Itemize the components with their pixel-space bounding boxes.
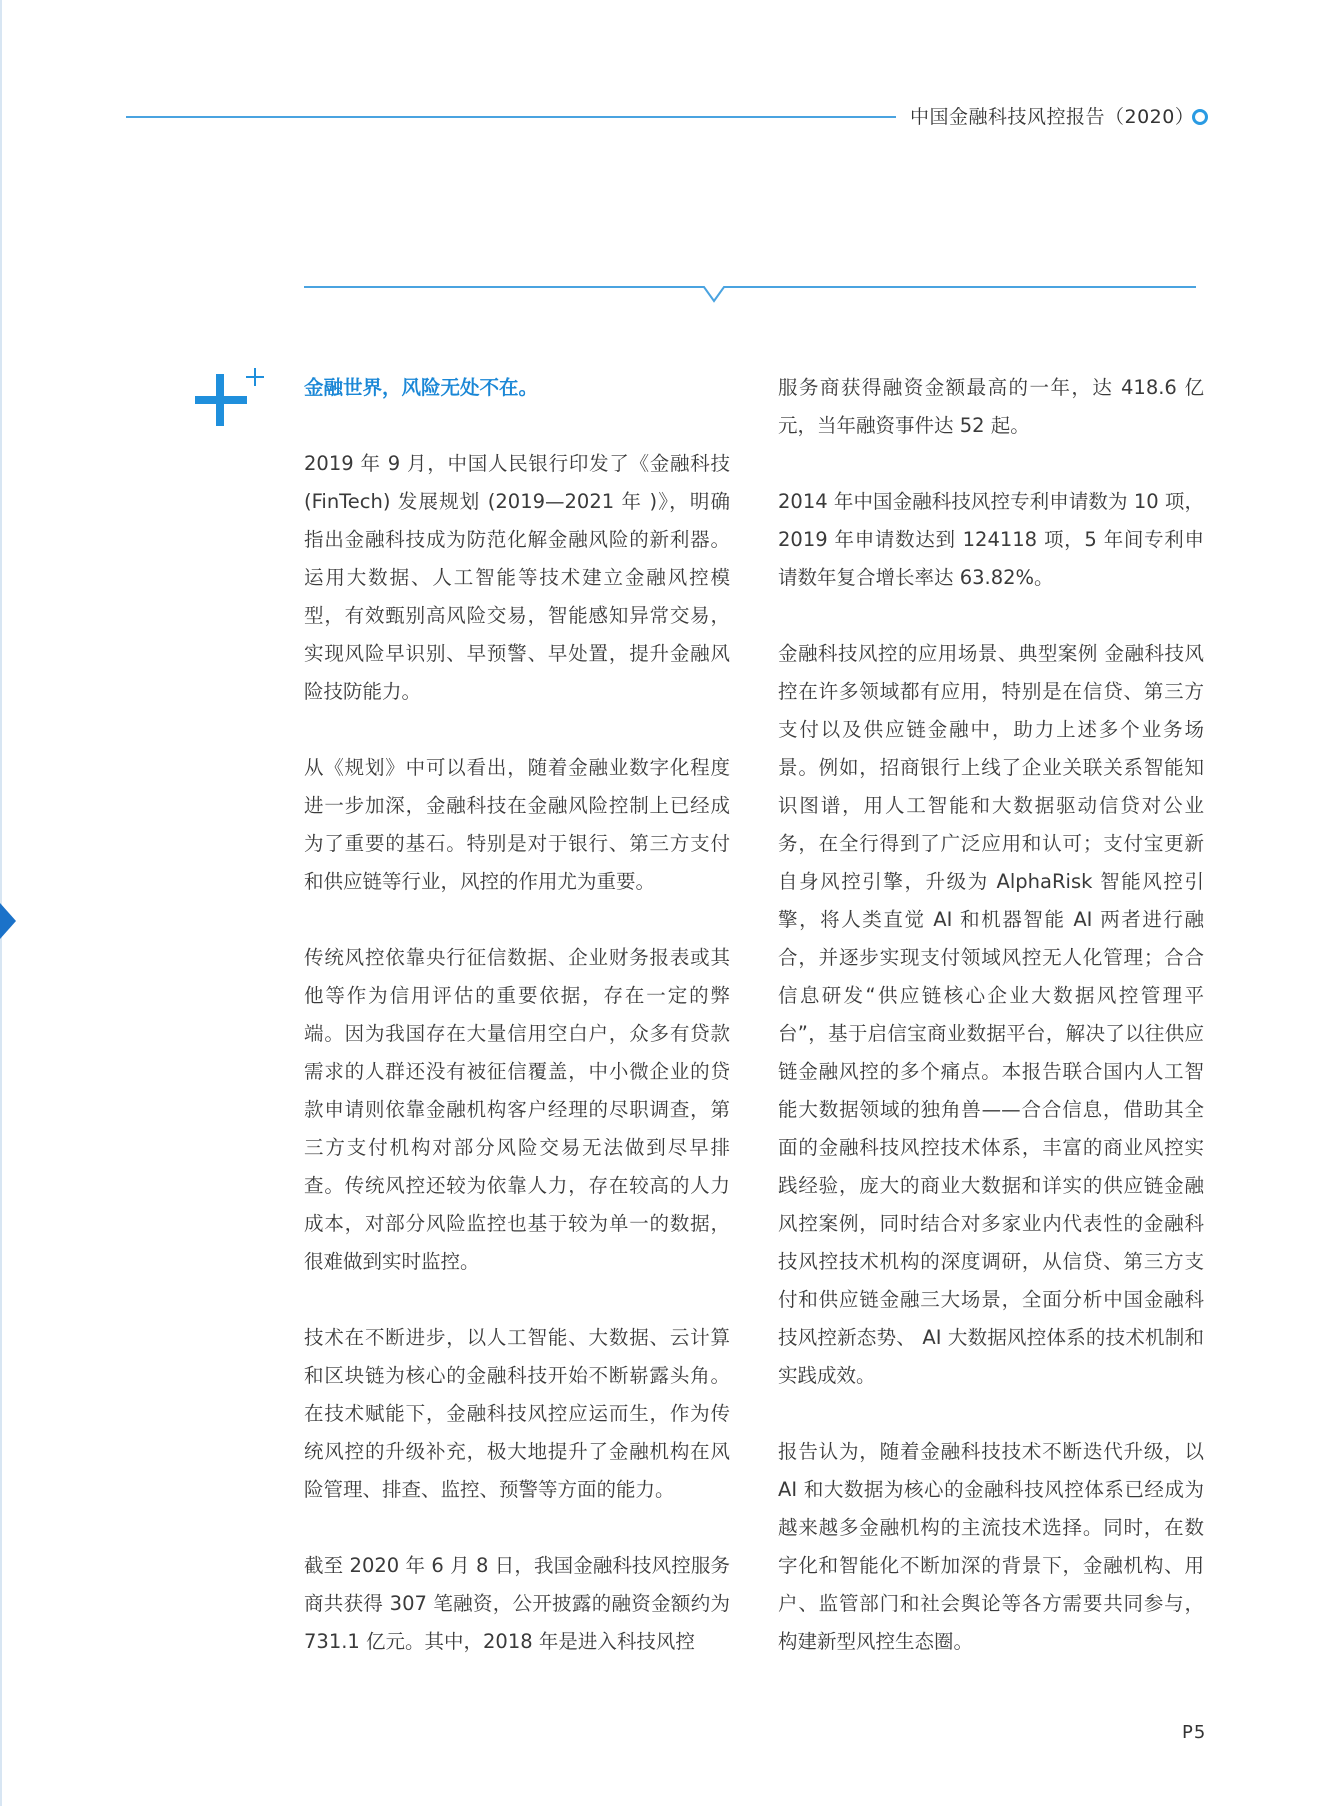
- paragraph: 传统风控依靠央行征信数据、企业财务报表或其他等作为信用评估的重要依据，存在一定的弊端。因为我国存在大量信用空白户，众多有贷款需求的人群还没有被征信覆盖，中小微企业的贷款申请则依靠金融机构客户经理的尽职调查，第三方支付机构对部分风险交易无法做到尽早排查。传统风控还较为依靠人力，存在较高的人力成本，对部分风险监控也基于较为单一的数据，很难做到实时监控。: [304, 946, 730, 1273]
- small-plus-icon: [246, 368, 264, 386]
- right-column: [778, 369, 1204, 1699]
- paragraph: 从《规划》中可以看出，随着金融业数字化程度进一步加深，金融科技在金融风险控制上已经成为了重要的基石。特别是对于银行、第三方支付和供应链等行业，风控的作用尤为重要。: [304, 756, 730, 893]
- paragraph: 2019 年 9 月，中国人民银行印发了《金融科技 (FinTech) 发展规划 (2019—2021 年 )》，明确指出金融科技成为防范化解金融风险的新利器。运用大数据、人工智能等技术建立金融风控模型，有效甄别高风险交易，智能感知异常交易，实现风险早识别、早预警、早处置，提升金融风险技防能力。: [304, 452, 730, 703]
- ring-dot-icon: [1192, 109, 1208, 125]
- paragraph: 2014 年中国金融科技风控专利申请数为 10 项，2019 年申请数达到 124118 项，5 年间专利申请数年复合增长率达 63.82%。: [778, 490, 1204, 589]
- section-divider: [304, 284, 1196, 308]
- left-column: [304, 369, 730, 1699]
- section-heading: 金融世界，风险无处不在。: [304, 376, 539, 399]
- paragraph: 服务商获得融资金额最高的一年，达 418.6 亿元，当年融资事件达 52 起。: [778, 376, 1204, 437]
- paragraph: 报告认为，随着金融科技技术不断迭代升级，以 AI 和大数据为核心的金融科技风控体系已经成为越来越多金融机构的主流技术选择。同时，在数字化和智能化不断加深的背景下，金融机构、用户、监管部门和社会舆论等各方需要共同参与，构建新型风控生态圈。: [778, 1440, 1204, 1653]
- page-number: P5: [1182, 1722, 1207, 1743]
- paragraph: 金融科技风控的应用场景、典型案例 金融科技风控在许多领域都有应用，特别是在信贷、第三方支付以及供应链金融中，助力上述多个业务场景。例如，招商银行上线了企业关联关系智能知识图谱，用人工智能和大数据驱动信贷对公业务，在全行得到了广泛应用和认可；支付宝更新自身风控引擎，升级为 AlphaRisk 智能风控引擎，将人类直觉 AI 和机器智能 AI 两者进行融合，并逐步实现支付领域风控无人化管理；合合信息研发“供应链核心企业大数据风控管理平台”，基于启信宝商业数据平台，解决了以往供应链金融风控的多个痛点。本报告联合国内人工智能大数据领域的独角兽——合合信息，借助其全面的金融科技风控技术体系，丰富的商业风控实践经验，庞大的商业大数据和详实的供应链金融风控案例，同时结合对多家业内代表性的金融科技风控技术机构的深度调研，从信贷、第三方支付和供应链金融三大场景，全面分析中国金融科技风控新态势、 AI 大数据风控体系的技术机制和实践成效。: [778, 642, 1204, 1387]
- triangle-marker-icon: [0, 903, 16, 939]
- page-header-title: 中国金融科技风控报告（2020）: [910, 106, 1195, 128]
- header-rule: [126, 116, 896, 118]
- plus-icon: [195, 374, 247, 426]
- paragraph: 截至 2020 年 6 月 8 日，我国金融科技风控服务商共获得 307 笔融资，公开披露的融资金额约为 731.1 亿元。其中，2018 年是进入科技风控: [304, 1554, 730, 1653]
- paragraph: 技术在不断进步，以人工智能、大数据、云计算和区块链为核心的金融科技开始不断崭露头角。在技术赋能下，金融科技风控应运而生，作为传统风控的升级补充，极大地提升了金融机构在风险管理、排查、监控、预警等方面的能力。: [304, 1326, 730, 1501]
